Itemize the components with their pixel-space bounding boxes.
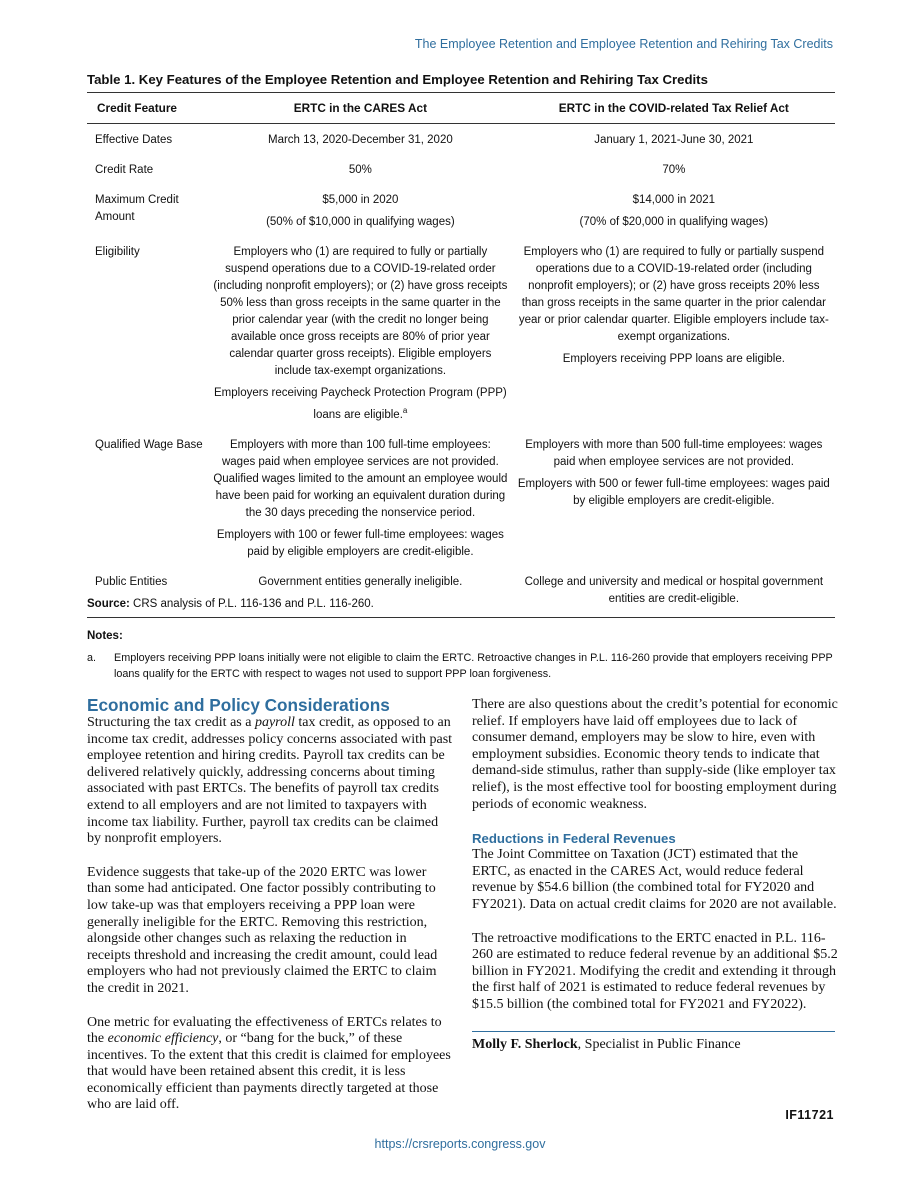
table-header-row [87, 93, 835, 124]
cell-paragraph: March 13, 2020-December 31, 2020 [268, 134, 453, 146]
cell-paragraph: Government entities generally ineligible. [258, 575, 463, 588]
emphasis: economic efficiency [107, 1031, 219, 1047]
cell-paragraph: January 1, 2021-June 30, 2021 [594, 134, 754, 146]
text-run: tax credit, as opposed to an income tax credit, addresses policy concerns associated with past employee retention and hiring credits. Payroll tax credits can be delivered relatively quickly, addressing concerns about timing associated with past ERTCs. The benefits of payroll tax credits extend to all employers and are not limited to taxpayers with income tax liability. Further, payroll tax credits can be claimed by nonprofit employers. [87, 715, 453, 847]
column-header: ERTC in the COVID-related Tax Relief Act [513, 93, 835, 124]
footnote-marker: a [402, 406, 408, 415]
cares-cell [208, 124, 513, 159]
body-paragraph: There are also questions about the credit’s potential for economic relief. If employers have laid off employees due to lack of consumer demand, employers may be slow to hire, even with employment subsidies. Economic theory tends to indicate that demand-side stimulus, rather than supply-side (like employer tax relief), is the most effective tool for boosting employment during periods of economic weakness. [472, 697, 838, 812]
cell-paragraph: Employers with 500 or fewer full-time employees: wages paid by eligible employers are credit-eligible. [517, 477, 830, 507]
column-header: ERTC in the CARES Act [208, 93, 513, 124]
features-table [87, 92, 835, 618]
right-column [472, 697, 838, 1053]
table-source [87, 598, 374, 610]
table-title: Table 1. Key Features of the Employee Retention and Employee Retention and Rehiring Tax Credits [87, 72, 708, 87]
body-paragraph [87, 715, 453, 848]
footer-url-link[interactable]: https://crsreports.congress.gov [374, 1137, 546, 1151]
cell-paragraph: (50% of $10,000 in qualifying wages) [266, 216, 455, 228]
note-marker: a. [87, 652, 97, 664]
covid-cell [513, 158, 835, 188]
covid-cell [513, 433, 835, 570]
body-paragraph: The retroactive modifications to the ERTC enacted in P.L. 116-260 are estimated to reduce federal revenue by an additional $5.2 billion in FY2021. Modifying the credit and extending it through the first half of 2021 is estimated to reduce federal revenues by $15.5 billion (the combined total for FY2021 and FY2022). [472, 930, 838, 1012]
cell-paragraph: Employers who (1) are required to fully or partially suspend operations due to a COVID-19-related order (including nonprofit employers); or (2) have gross receipts 20% less than gross receipts in the same quarter in the prior calendar year or prior calendar quarter. Eligible employers include tax-exempt organizations. [518, 246, 829, 343]
author-divider [472, 1031, 835, 1032]
feature-cell: Maximum Credit Amount [95, 194, 179, 223]
source-text: CRS analysis of P.L. 116-136 and P.L. 116-260. [133, 598, 374, 610]
cell-paragraph: Employers who (1) are required to fully or partially suspend operations due to a COVID-19-related order (including nonprofit employers); or (2) have gross receipts 50% less than gross receipts in the same quarter in the prior calendar year (with the credit no longer being available once gross receipts are 80% of prior year calendar quarter gross receipts). Eligible employers include tax-exempt organizations. [213, 246, 508, 377]
feature-cell: Public Entities [87, 570, 208, 618]
text-run: Structuring the tax credit as a [87, 715, 255, 730]
features-table-container [87, 92, 835, 618]
table-row [87, 240, 835, 433]
emphasis: payroll [254, 715, 295, 730]
column-header: Credit Feature [87, 93, 208, 124]
cell-paragraph: 50% [348, 164, 372, 176]
cell-paragraph [212, 385, 509, 424]
body-paragraph [87, 1015, 453, 1115]
notes-label: Notes: [87, 630, 123, 642]
table-row [87, 124, 835, 159]
cares-cell [208, 433, 513, 570]
covid-cell [513, 188, 835, 240]
cell-paragraph: College and university and medical or hospital government entities are credit-eligible. [524, 575, 824, 605]
table-row [87, 188, 835, 240]
text-run: One metric for evaluating the effectiveness of ERTCs relates to the [87, 1014, 442, 1047]
feature-cell: Credit Rate [95, 164, 154, 176]
cell-paragraph: Employers with 100 or fewer full-time employees: wages paid by eligible employers are credit-eligible. [216, 528, 504, 558]
table-row [87, 158, 835, 188]
running-header: The Employee Retention and Employee Retention and Rehiring Tax Credits [414, 37, 833, 51]
author-line [472, 1037, 838, 1054]
note-text: Employers receiving PPP loans initially were not eligible to claim the ERTC. Retroactive changes in P.L. 116-260 provide that employers receiving PPP loans qualify for the ERTC with respect to wages not used to support PPP loan forgiveness. [114, 652, 833, 680]
cell-paragraph: $5,000 in 2020 [322, 194, 399, 206]
source-label: Source: [87, 598, 130, 610]
document-id: IF11721 [785, 1108, 834, 1122]
subsection-heading: Reductions in Federal Revenues [472, 831, 676, 847]
table-row [87, 433, 835, 570]
cell-paragraph: 70% [662, 164, 686, 176]
author-title: , Specialist in Public Finance [577, 1036, 741, 1052]
body-paragraph: The Joint Committee on Taxation (JCT) estimated that the ERTC, as enacted in the CARES Act, would reduce federal revenue by $54.6 billion (the combined total for FY2020 and FY2021). Data on actual credit claims for 2020 are not available. [472, 847, 837, 912]
covid-cell [513, 124, 835, 159]
cares-cell [208, 158, 513, 188]
section-heading: Economic and Policy Considerations [87, 695, 390, 715]
cell-paragraph: Employers with more than 100 full-time employees: wages paid when employee services are not provided. Qualified wages limited to the amount an employee would have been paid for working an equivalent duration during the 30 days preceding the nonservice period. [213, 438, 508, 519]
covid-cell [513, 570, 835, 618]
cares-cell [208, 570, 513, 618]
cares-cell [208, 240, 513, 433]
cell-paragraph: (70% of $20,000 in qualifying wages) [579, 216, 769, 228]
cell-paragraph: Employers receiving PPP loans are eligible. [562, 353, 785, 365]
table-note [87, 650, 835, 682]
author-name: Molly F. Sherlock [472, 1036, 578, 1052]
cell-paragraph: Employers with more than 500 full-time employees: wages paid when employee services are not provided. [525, 438, 823, 468]
feature-cell: Qualified Wage Base [95, 438, 203, 451]
covid-cell [513, 240, 835, 433]
table-row [87, 570, 835, 618]
feature-cell: Eligibility [95, 246, 140, 258]
text-run: , or “bang for the buck,” of these incentives. To the extent that this credit is claimed for employees that would have been retained absent this credit, it is less economically efficient than payments directly targeted at those who are laid off. [87, 1031, 451, 1113]
cell-paragraph: $14,000 in 2021 [632, 194, 716, 206]
cares-cell [208, 188, 513, 240]
feature-cell: Effective Dates [95, 134, 173, 146]
body-paragraph: Evidence suggests that take-up of the 2020 ERTC was lower than some had anticipated. One factor possibly contributing to low take-up was that employers receiving a PPP loan were generally ineligible for the ERTC. Removing this restriction, alongside other changes such as relaxing the reduction in receipts threshold and increasing the credit amount, could lead employers who had not previously claimed the ERTC to claim the credit in 2021. [87, 864, 438, 996]
left-column [87, 695, 453, 1131]
cell-text: Employers receiving Paycheck Protection Program (PPP) loans are eligible. [214, 387, 507, 421]
